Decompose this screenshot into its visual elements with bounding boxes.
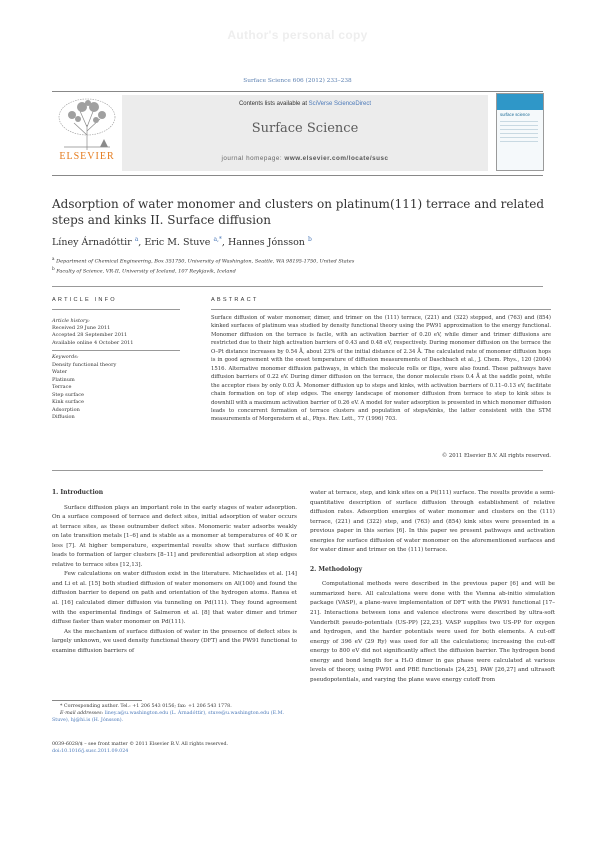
abstract-copyright: © 2011 Elsevier B.V. All rights reserved. [441,453,551,459]
history-online: Available online 4 October 2011 [52,339,134,346]
methods-paragraph-1: Computational methods were described in the previous paper [6] and will be summarized here. All calculations were done with the Vienna ab-initio simulation package (VASP), a plane-wave implementation of DFT with the PW91 functional [17–21]. Interactions between ions and valence electrons were described by ultra-soft Vanderbilt pseudo-potentials (US-PP) [22,23]. VASP supplies two US-PP for oxygen and hydrogen, and the harder potentials were used for both elements. A cut-off energy of 396 eV (29 Ry) was used for all the calculations; increasing the cut-off energy to 800 eV did not significantly affect the diffusion barrier. The hydrogen bond energy and bond length for a H₂O dimer in gas phase were calculated at various levels of theory, using PW91 and PBE functionals [24,25], PAW [26,27] and ultrasoft pseudopotentials, and varying the plane wave energy cutoff from [310,581,555,683]
journal-reference[interactable]: Surface Science 606 (2012) 233–238 [243,78,352,84]
sciencedirect-link[interactable]: SciVerse ScienceDirect [308,101,372,107]
history-accepted: Accepted 28 September 2011 [52,332,128,339]
homepage-link[interactable]: www.elsevier.com/locate/susc [284,155,389,162]
footnote-rule [52,700,142,701]
email-label: E-mail addresses: [60,711,104,716]
watermark: Author's personal copy [227,28,368,42]
cover-title: surface science [500,112,530,117]
keywords-rule [52,350,180,351]
email-note [52,710,297,724]
affiliation-b: $^b$ Faculty of Science, VR-II, University of Iceland, 107 Reykjavík, Iceland [52,266,236,275]
history-received: Received 29 June 2011 [52,325,111,332]
header-bottom-rule [52,175,543,176]
front-matter-note [52,741,297,755]
contents-availability [122,101,488,107]
intro-paragraph-2: Few calculations on water diffusion exist in the literature. Michaelides et al. [14] and Li et al. [15] both studied diffusion of water monomers on Al(100) and found the diffusion barrier to depend on path and orientation of the hydrogen atoms. Ranea et al. [16] calculated dimer diffusion via tunneling on Pd(111). They found agreement with the experimental findings of Salmeron et al. [8] that water dimer and trimer diffuse faster than water monomer on Pd(111). [52,571,297,626]
journal-cover-thumbnail [496,93,544,171]
author-name[interactable]: Hannes Jónsson [227,237,305,249]
intro-paragraph-3: As the mechanism of surface diffusion of water in the presence of defect sites is largely unknown, we used density functional theory (DFT) and the PW91 functional to examine diffusion barriers of [52,628,297,654]
right-column [310,489,555,685]
keyword: Step surface [52,391,84,398]
keywords-label: Keywords: [52,354,79,360]
author-name[interactable]: Eric M. Stuve [144,237,211,249]
article-info-rule [52,309,180,310]
tree-logo-icon [52,95,122,151]
abstract-rule [211,309,551,310]
abstract-text: Surface diffusion of water monomer, dimer, and trimer on the (111) terrace, (221) and (322) stepped, and (763) and (854) kinked surfaces of platinum was studied by density functional theory using the PW91 approximation to the energy functional. Monomer diffusion on the terrace is facile, with an activation barrier of 0.20 eV, while dimer and trimer diffusions are restricted due to their high activation barriers of 0.43 and 0.48 eV, respectively. During monomer diffusion on the terrace the O–Pt distance increases by 0.54 Å, about 23% of the initial distance of 2.34 Å. The calculated rate of monomer diffusion hops is in good agreement with the onset temperature of diffusion measurements of Daschbach et al., J. Chem. Phys., 120 (2004) 1516. Alternative monomer diffusion pathways, in which the molecule rolls or flips, were also found. These pathways have diffusion barriers of 0.22 eV. During dimer diffusion on the terrace, the donor molecule rises 0.4 Å at the saddle point, while the acceptor rises by only 0.03 Å. Monomer diffusion up to steps and kinks, with activation barriers of 0.11–0.13 eV, facilitate chain formation on top of step edges. The energy landscape of monomer diffusion from terrace to step to kink sites is downhill with a maximum activation barrier of 0.26 eV. A model for water adsorption is presented in which monomer diffusion leads to concurrent formation of terrace clusters and population of steps/kinks, the latter consistent with the STM measurements of Morgenstern et al., Phys. Rev. Lett., 77 (1996) 703. [211,315,551,423]
author-affiliation-mark: a,* [213,236,222,243]
introduction-heading: 1. Introduction [52,489,104,496]
article-info-heading: ARTICLE INFO [52,297,117,303]
right-paragraph-1: water at terrace, step, and kink sites on a Pt(111) surface. The results provide a semi-quantitative description of surface diffusion through establishment of relative diffusion rates. Adsorption energies of water monomer and clusters on the (111) terrace, (221) and (322) step, and (763) and (854) kink sites were presented in a previous paper in this series [6]. In this paper we present pathways and activation energies for surface diffusion of water monomer on the aforementioned surfaces and for water dimer and trimer on the (111) terrace. [310,490,555,554]
keyword: Density functional theory [52,361,117,368]
homepage-prefix: journal homepage: [221,155,285,162]
keywords [52,354,192,422]
abstract-bottom-rule [52,470,543,471]
keyword: Water [52,369,68,375]
elsevier-wordmark: ELSEVIER [59,151,115,162]
abstract-heading: ABSTRACT [211,297,259,303]
journal-homepage [122,155,488,162]
keyword: Adsorption [52,406,80,413]
history-label: Article history: [52,318,90,324]
journal-title: Surface Science [251,121,359,136]
header-top-rule [52,91,543,92]
keyword: Diffusion [52,414,75,420]
email-addresses[interactable]: liney.a@u.washington.edu (L. Árnadóttir), stuve@u.washington.edu (E.M. Stuve), hj@hi.is (H. Jónsson). [52,711,285,723]
left-column [52,488,297,656]
keyword: Platinum [52,376,75,383]
keyword: Terrace [52,384,72,390]
keyword: Kink surface [52,399,84,405]
methodology-heading: 2. Methodology [310,565,363,573]
author-name[interactable]: Líney Árnadóttir [52,237,132,249]
cover-lines [500,121,538,145]
author-affiliation-mark: a [134,236,139,243]
article-history [52,318,192,347]
footnotes [52,703,297,724]
issn-note: 0039-6028/$ – see front matter © 2011 Elsevier B.V. All rights reserved. [52,742,229,747]
author-affiliation-mark: b [307,236,312,243]
corresponding-author-note: * Corresponding author. Tel.: +1 206 543 0156; fax: +1 206 543 1778. [60,704,232,709]
author-list: Líney Árnadóttir $^a$, Eric M. Stuve $^{a,*}$, Hannes Jónsson $^b$ [52,236,312,249]
article-title: Adsorption of water monomer and clusters on platinum(111) terrace and related steps and kinks II. Surface diffusion [52,197,545,227]
affiliation-a: $^a$ Department of Chemical Engineering, Box 351750, University of Washington, Seattle, WA 98195-1750, United States [52,256,355,265]
cover-band [497,94,543,110]
contents-prefix: Contents lists available at [238,101,309,107]
intro-paragraph-1: Surface diffusion plays an important role in the early stages of water adsorption. On a surface composed of terrace and defect sites, initial adsorption of water occurs at terrace sites, as these outnumber defect sites. Monomeric water adsorbs weakly on late transition metals [1–6] and is stable as a monomer at temperatures of 40 K or less [7]. At higher temperature, experimental results show that surface diffusion leads to formation of larger clusters [8–11] and preferential adsorption at step edges relative to terrace sites [12,13]. [52,504,297,568]
doi-link[interactable]: doi:10.1016/j.susc.2011.09.024 [52,749,129,754]
affiliation-rule [52,286,543,287]
